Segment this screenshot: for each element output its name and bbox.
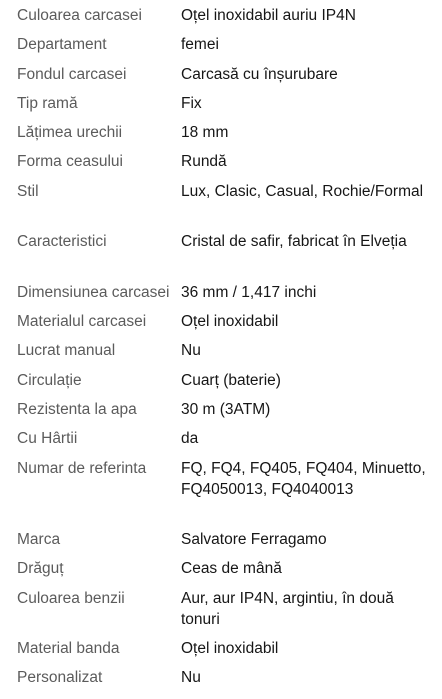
spec-row-case-color bbox=[0, 5, 442, 34]
spec-row-case-back bbox=[0, 64, 442, 93]
spec-row-case-material bbox=[0, 311, 442, 340]
spec-value: femei bbox=[181, 36, 219, 54]
spec-value: FQ, FQ4, FQ405, FQ404, Minuetto, FQ4050013, FQ4040013 bbox=[181, 459, 426, 498]
spec-label: Drăguț bbox=[17, 560, 64, 578]
spec-label: Departament bbox=[17, 36, 107, 54]
spec-label: Dimensiunea carcasei bbox=[17, 283, 170, 301]
spec-label: Fondul carcasei bbox=[17, 65, 127, 83]
spec-value: Nu bbox=[181, 669, 201, 687]
spec-label: Circulație bbox=[17, 371, 82, 389]
spec-row-brand bbox=[0, 529, 442, 558]
spec-label: Stil bbox=[17, 182, 39, 200]
spec-row-case-size bbox=[0, 282, 442, 311]
spec-row-type bbox=[0, 558, 442, 587]
spec-row-personalized bbox=[0, 667, 442, 696]
spec-label: Materialul carcasei bbox=[17, 313, 147, 331]
spec-value: 36 mm / 1,417 inchi bbox=[181, 283, 317, 301]
spec-value: Cristal de safir, fabricat în Elveția bbox=[181, 233, 407, 251]
spec-value: 18 mm bbox=[181, 124, 229, 142]
spec-label: Cu Hârtii bbox=[17, 430, 78, 448]
spec-label: Marca bbox=[17, 531, 61, 549]
spec-row-reference-number bbox=[0, 458, 442, 530]
spec-label: Rezistenta la apa bbox=[17, 400, 137, 418]
spec-value: 30 m (3ATM) bbox=[181, 400, 271, 418]
spec-row-department bbox=[0, 34, 442, 63]
spec-value: Oțel inoxidabil bbox=[181, 313, 279, 331]
spec-row-style bbox=[0, 181, 442, 232]
spec-value: Carcasă cu înșurubare bbox=[181, 65, 338, 83]
spec-row-band-color bbox=[0, 588, 442, 639]
spec-row-watch-shape bbox=[0, 151, 442, 180]
spec-label: Personalizat bbox=[17, 669, 103, 687]
spec-label: Lățimea urechii bbox=[17, 124, 123, 142]
spec-row-bezel-type bbox=[0, 93, 442, 122]
spec-value: Cuarț (baterie) bbox=[181, 371, 281, 389]
spec-value: Aur, aur IP4N, argintiu, în două tonuri bbox=[181, 589, 394, 628]
spec-row-water-resistance bbox=[0, 399, 442, 428]
spec-value: Oțel inoxidabil bbox=[181, 640, 279, 658]
spec-label: Forma ceasului bbox=[17, 153, 123, 171]
spec-label: Culoarea carcasei bbox=[17, 7, 142, 24]
spec-row-features bbox=[0, 231, 442, 282]
spec-label: Numar de referinta bbox=[17, 459, 147, 477]
spec-label: Tip ramă bbox=[17, 94, 78, 112]
spec-row-handmade bbox=[0, 340, 442, 369]
spec-row-lug-width bbox=[0, 122, 442, 151]
spec-value: Ceas de mână bbox=[181, 560, 282, 578]
spec-row-band-material bbox=[0, 638, 442, 667]
spec-value: Fix bbox=[181, 94, 202, 112]
spec-value: Lux, Clasic, Casual, Rochie/Formal bbox=[181, 182, 424, 200]
spec-value: da bbox=[181, 430, 199, 448]
spec-row-with-papers bbox=[0, 428, 442, 457]
spec-label: Material banda bbox=[17, 640, 120, 658]
spec-label: Caracteristici bbox=[17, 233, 107, 251]
spec-value: Rundă bbox=[181, 153, 227, 171]
spec-row-movement bbox=[0, 370, 442, 399]
spec-value: Nu bbox=[181, 342, 201, 360]
spec-value: Oțel inoxidabil auriu IP4N bbox=[181, 7, 356, 24]
spec-label: Lucrat manual bbox=[17, 342, 116, 360]
spec-value: Salvatore Ferragamo bbox=[181, 531, 327, 549]
spec-label: Culoarea benzii bbox=[17, 589, 125, 607]
